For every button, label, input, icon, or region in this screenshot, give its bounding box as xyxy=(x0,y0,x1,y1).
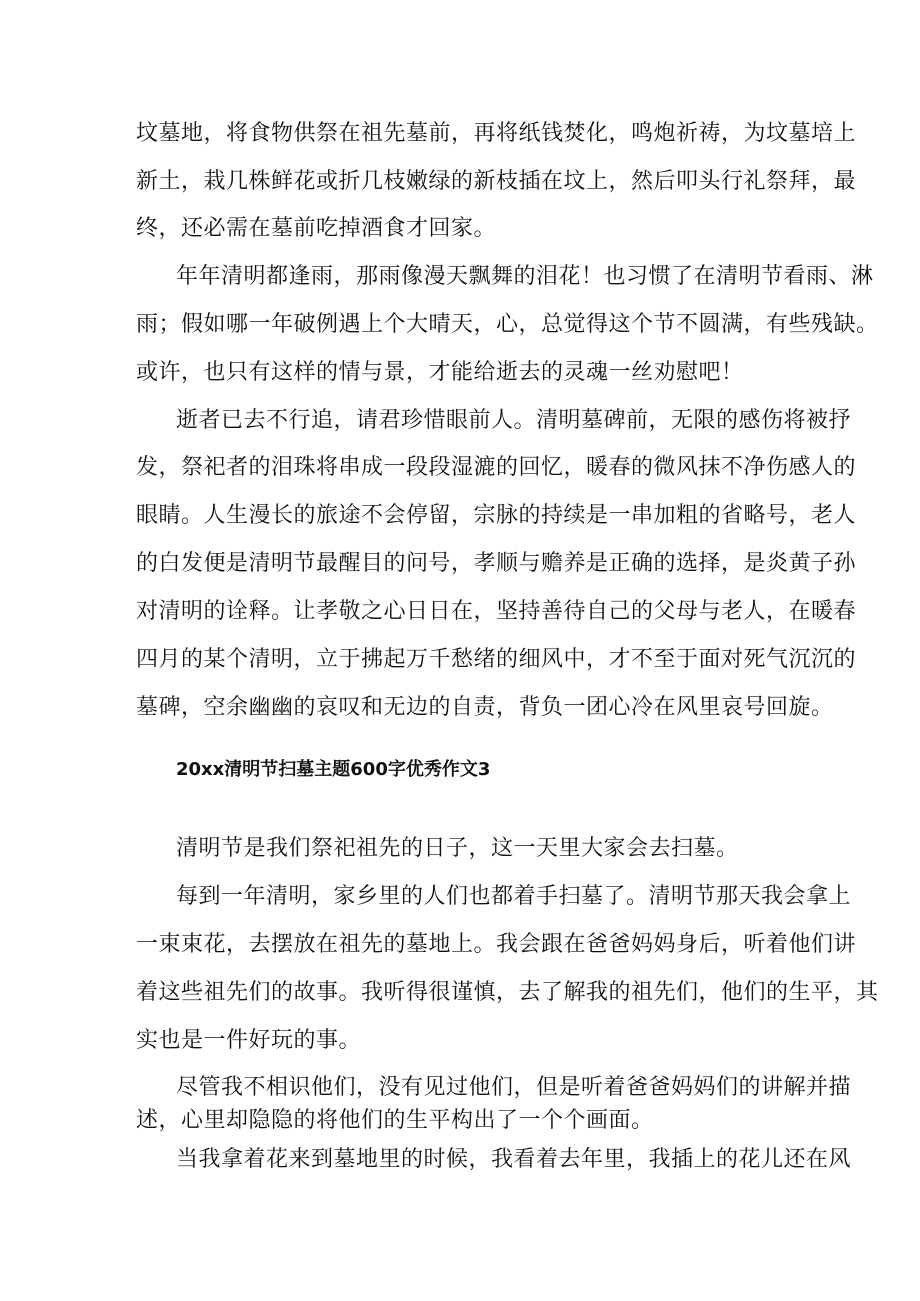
paragraph-line: 当我拿着花来到墓地里的时候，我看着去年里，我插上的花儿还在风 xyxy=(176,1147,852,1172)
paragraph-line: 述，心里却隐隐的将他们的生平构出了一个个画面。 xyxy=(136,1108,654,1133)
paragraph-line: 逝者已去不行追，请君珍惜眼前人。清明墓碑前，无限的感伤将被抒 xyxy=(176,408,852,433)
paragraph-line: 一束束花，去摆放在祖先的墓地上。我会跟在爸爸妈妈身后，听着他们讲 xyxy=(136,932,857,957)
paragraph-line: 四月的某个清明，立于拂起万千愁绪的细风中，才不至于面对死气沉沉的 xyxy=(136,647,857,672)
paragraph-line: 实也是一件好玩的事。 xyxy=(136,1028,362,1053)
paragraph-line: 坟墓地，将食物供祭在祖先墓前，再将纸钱焚化，鸣炮祈祷，为坟墓培上 xyxy=(136,121,857,146)
paragraph-line: 雨；假如哪一年破例遇上个大晴天，心，总觉得这个节不圆满，有些残缺。 xyxy=(136,312,879,337)
paragraph-line: 的白发便是清明节最醒目的问号，孝顺与赡养是正确的选择，是炎黄子孙 xyxy=(136,551,857,576)
paragraph-line: 着这些祖先们的故事。我听得很谨慎，去了解我的祖先们，他们的生平，其 xyxy=(136,980,879,1005)
paragraph-line: 年年清明都逢雨，那雨像漫天飘舞的泪花！也习惯了在清明节看雨、淋 xyxy=(176,264,874,289)
paragraph-line: 墓碑，空余幽幽的哀叹和无边的自责，背负一团心冷在风里哀号回旋。 xyxy=(136,695,834,720)
paragraph-line: 每到一年清明，家乡里的人们也都着手扫墓了。清明节那天我会拿上 xyxy=(176,884,852,909)
paragraph-line: 终，还必需在墓前吃掉酒食才回家。 xyxy=(136,216,497,241)
paragraph-line: 新土，栽几株鲜花或折几枝嫩绿的新枝插在坟上，然后叩头行礼祭拜，最 xyxy=(136,169,857,194)
paragraph-line: 或许，也只有这样的情与景，才能给逝去的灵魂一丝劝慰吧！ xyxy=(136,360,744,385)
paragraph-line: 清明节是我们祭祀祖先的日子，这一天里大家会去扫墓。 xyxy=(176,836,739,861)
paragraph-line: 眼睛。人生漫长的旅途不会停留，宗脉的持续是一串加粗的省略号，老人 xyxy=(136,503,857,528)
paragraph-line: 对清明的诠释。让孝敬之心日日在，坚持善待自己的父母与老人，在暖春 xyxy=(136,599,857,624)
paragraph-line: 发，祭祀者的泪珠将串成一段段湿漉的回忆，暖春的微风抹不净伤感人的 xyxy=(136,455,857,480)
paragraph-line: 尽管我不相识他们，没有见过他们，但是听着爸爸妈妈们的讲解并描 xyxy=(176,1075,852,1100)
section-heading: 20xx清明节扫墓主题600字优秀作文3 xyxy=(176,759,491,780)
